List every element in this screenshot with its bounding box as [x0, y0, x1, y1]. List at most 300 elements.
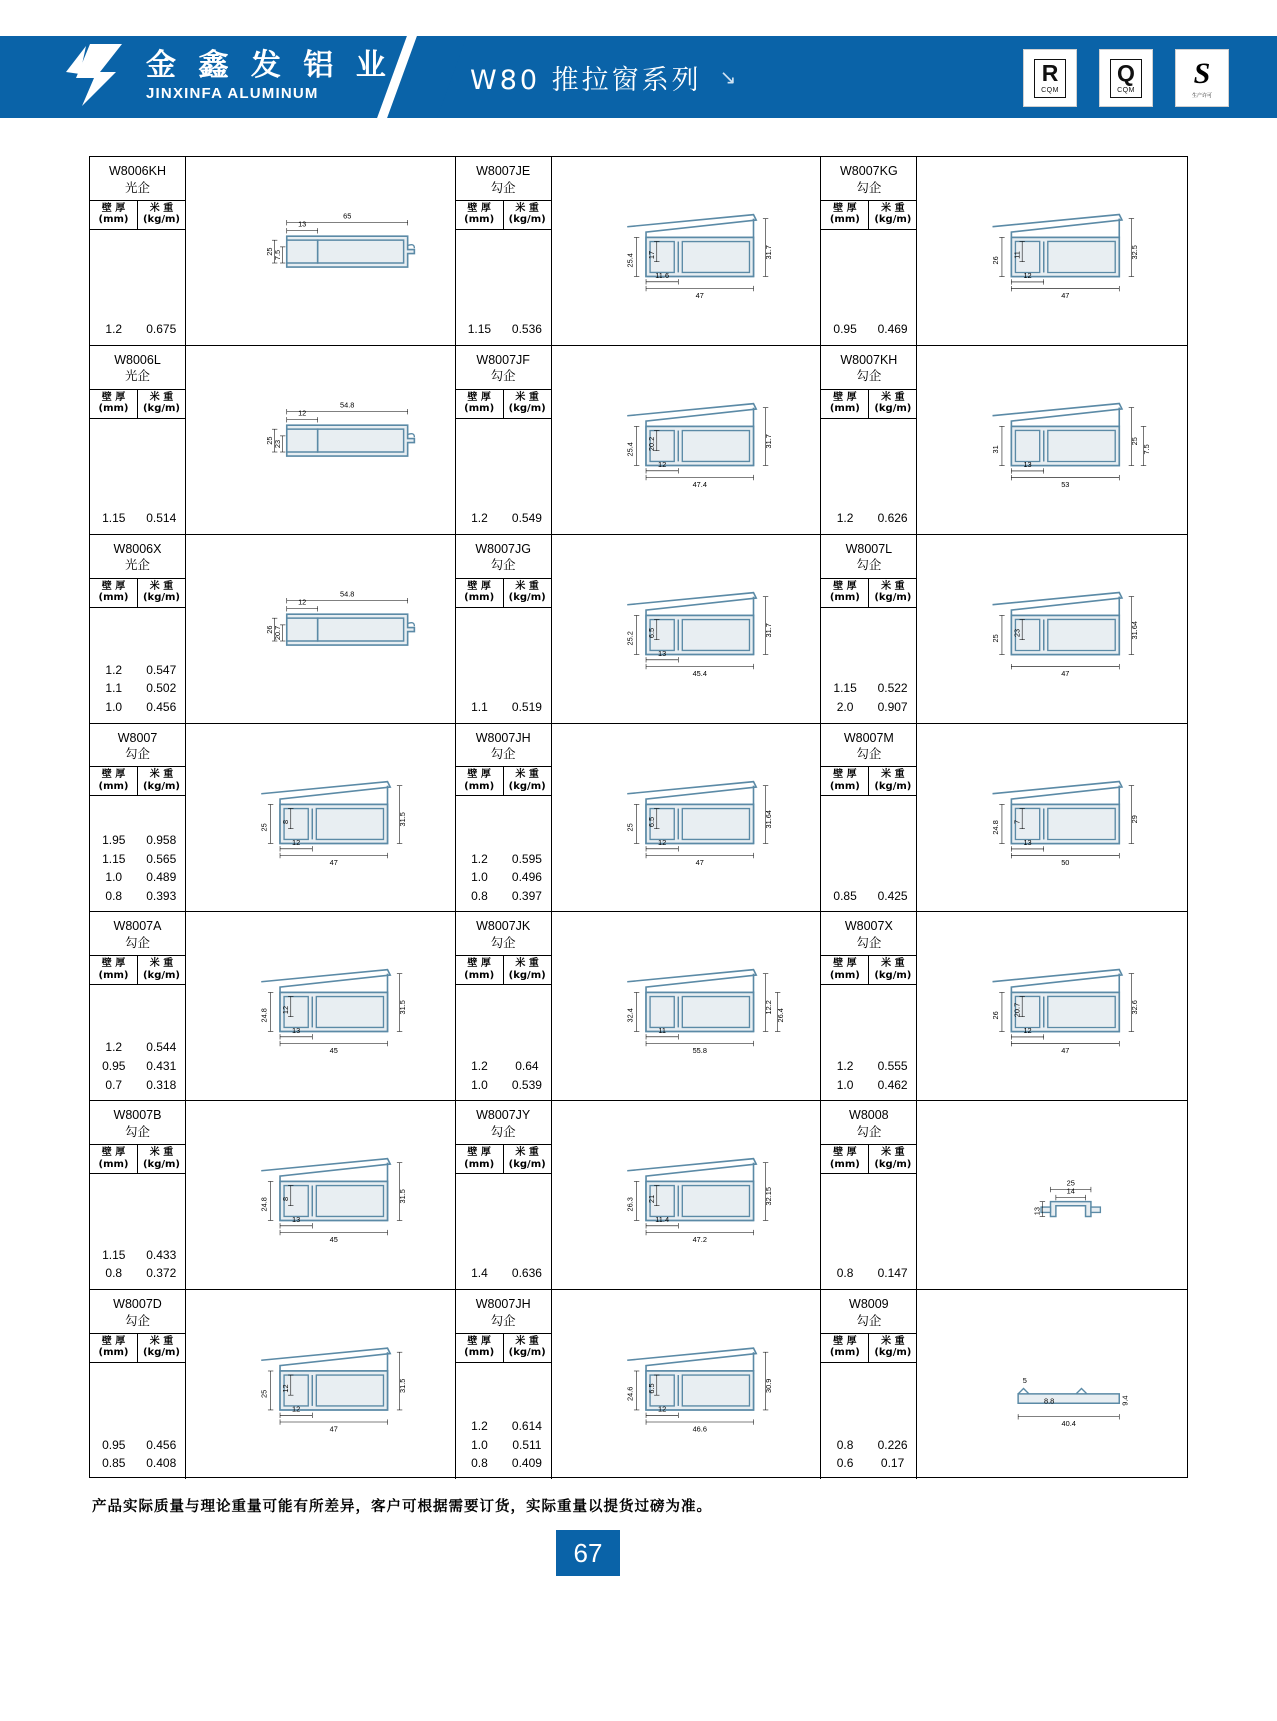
spec-table-header: [456, 766, 551, 796]
cert-s-license-icon: [1175, 49, 1229, 107]
svg-text:20.7: 20.7: [1012, 1003, 1022, 1018]
spec-value-row: [456, 1076, 551, 1095]
column-header-thickness: 壁 厚 (mm): [821, 579, 869, 607]
column-header-thickness: 壁 厚 (mm): [90, 579, 138, 607]
spec-block: [90, 912, 186, 1100]
spec-block: [90, 724, 186, 912]
profile-type-name: 勾企: [856, 368, 882, 384]
spec-value-row: [821, 1454, 916, 1473]
spec-values: [821, 1363, 916, 1479]
profile-cell: [90, 724, 456, 912]
spec-values: [90, 1363, 185, 1479]
spec-block: [821, 912, 917, 1100]
profile-type-name: 光企: [124, 368, 150, 384]
spec-values: [456, 1174, 551, 1289]
svg-text:47: 47: [1061, 668, 1070, 678]
wall-thickness-value: 1.0: [105, 870, 123, 885]
wall-thickness-value: 1.0: [105, 699, 123, 714]
wall-thickness-value: 0.8: [471, 1456, 488, 1471]
profile-cross-section-drawing: [186, 1101, 455, 1289]
column-header-thickness: 壁 厚 (mm): [90, 201, 138, 229]
column-header-thickness: 壁 厚 (mm): [821, 1145, 869, 1173]
spec-value-row: [90, 850, 185, 869]
column-header-weight: 米 重 (kg/m): [874, 769, 912, 792]
svg-text:12.2: 12.2: [763, 1000, 773, 1015]
weight-per-meter-value: 0.502: [146, 681, 177, 696]
spec-table-header: [821, 1144, 916, 1174]
svg-text:23: 23: [273, 439, 283, 448]
profile-type-name: 勾企: [124, 1312, 150, 1328]
spec-table-header: [90, 1144, 185, 1174]
cert-cqm-q-icon: [1099, 49, 1153, 107]
column-header-weight: 米 重 (kg/m): [142, 580, 181, 604]
table-row: [90, 157, 1187, 346]
column-header-thickness: 壁 厚 (mm): [456, 201, 504, 229]
column-header-thickness: 壁 厚 (mm): [821, 201, 869, 229]
spec-block: [90, 1101, 186, 1289]
wall-thickness-value: 0.8: [836, 1266, 854, 1281]
wall-thickness-value: 1.0: [471, 1437, 488, 1452]
profile-type-name: 勾企: [856, 746, 882, 762]
svg-text:11.6: 11.6: [654, 270, 669, 280]
brand-logo: [60, 42, 392, 108]
profile-code: W8007JF: [476, 352, 530, 367]
column-header-weight: 米 重 (kg/m): [142, 958, 181, 981]
svg-text:31.5: 31.5: [397, 811, 407, 826]
weight-per-meter-value: 0.958: [146, 833, 177, 847]
svg-text:47.4: 47.4: [692, 479, 707, 489]
spec-value-row: [90, 509, 185, 528]
footer-note: 产品实际质量与理论重量可能有所差异，客户可根据需要订货，实际重量以提货过磅为准。: [92, 1499, 712, 1515]
wall-thickness-value: 0.95: [102, 1437, 126, 1452]
svg-text:17: 17: [646, 250, 656, 260]
wall-thickness-value: 1.15: [102, 511, 126, 526]
profile-cell: [456, 157, 822, 345]
column-header-thickness: 壁 厚 (mm): [90, 767, 138, 795]
spec-value-row: [90, 1057, 185, 1076]
logo-english-name: JINXINFA ALUMINUM: [146, 84, 319, 102]
wall-thickness-value: 0.85: [102, 1456, 126, 1471]
weight-per-meter-value: 0.626: [877, 511, 908, 526]
column-header-weight: 米 重 (kg/m): [508, 202, 546, 226]
profile-code: W8007KG: [840, 164, 898, 178]
logo-chinese-name: 金 鑫 发 铝 业: [146, 47, 392, 83]
weight-per-meter-value: 0.675: [146, 322, 177, 337]
svg-text:47: 47: [1061, 291, 1070, 301]
svg-text:47: 47: [695, 290, 704, 300]
svg-text:26.4: 26.4: [775, 1008, 785, 1023]
profile-cell: [456, 912, 822, 1100]
profile-code: W8006L: [114, 352, 161, 367]
column-header-weight: 米 重 (kg/m): [874, 202, 912, 226]
svg-text:21: 21: [646, 1195, 656, 1204]
spec-table-header: [90, 1333, 185, 1363]
svg-text:13: 13: [1033, 1207, 1043, 1216]
spec-block: [821, 1101, 917, 1289]
spec-values: [456, 608, 551, 723]
svg-text:12: 12: [657, 837, 666, 847]
profile-type-name: 勾企: [124, 1123, 150, 1139]
svg-text:12: 12: [281, 1006, 291, 1015]
page-title-text: W80 推拉窗系列: [470, 64, 702, 96]
cert-q-letter: Q: [1117, 59, 1135, 86]
wall-thickness-value: 2.0: [836, 699, 854, 714]
profile-type-name: 勾企: [856, 1312, 882, 1328]
wall-thickness-value: 0.8: [471, 888, 488, 903]
wall-thickness-value: 1.15: [102, 1247, 126, 1262]
svg-text:9.4: 9.4: [1120, 1395, 1130, 1406]
profile-cross-section-drawing: [552, 1290, 821, 1479]
svg-text:40.4: 40.4: [1061, 1419, 1077, 1429]
wall-thickness-value: 1.15: [467, 322, 492, 337]
weight-per-meter-value: 0.519: [511, 699, 542, 714]
spec-value-row: [456, 1264, 551, 1283]
profile-code: W8007: [117, 730, 158, 745]
column-header-thickness: 壁 厚 (mm): [456, 1145, 504, 1173]
svg-text:24.8: 24.8: [259, 1197, 269, 1212]
spec-block: [456, 346, 552, 534]
wall-thickness-value: 1.1: [105, 681, 123, 696]
weight-per-meter-value: 0.226: [877, 1437, 908, 1452]
profile-cross-section-drawing: [552, 724, 821, 912]
profile-type-name: 勾企: [124, 746, 150, 762]
profile-cell: [456, 1101, 822, 1289]
spec-table-header: [456, 955, 551, 985]
spec-values: [456, 419, 551, 534]
svg-text:31.64: 31.64: [763, 809, 773, 829]
spec-table-header: [456, 200, 551, 230]
profile-cell: [456, 535, 822, 723]
certification-badges: [1023, 49, 1229, 107]
svg-text:8: 8: [281, 1197, 291, 1202]
spec-value-row: [456, 868, 551, 887]
spec-block: [90, 535, 186, 723]
spec-value-row: [90, 1454, 185, 1473]
spec-table-header: [90, 955, 185, 985]
spec-table-header: [821, 766, 916, 796]
profile-code: W8007JY: [476, 1108, 531, 1123]
profile-cross-section-drawing: [917, 1101, 1187, 1289]
weight-per-meter-value: 0.433: [146, 1247, 177, 1262]
svg-text:29: 29: [1130, 814, 1140, 823]
spec-values: [90, 608, 185, 723]
svg-text:12: 12: [281, 1384, 291, 1393]
svg-text:25.2: 25.2: [625, 630, 635, 646]
svg-text:45.4: 45.4: [692, 668, 707, 678]
svg-text:7.5: 7.5: [273, 249, 283, 261]
svg-text:13: 13: [1023, 459, 1033, 469]
column-header-thickness: 壁 厚 (mm): [821, 390, 869, 418]
spec-values: [456, 796, 551, 911]
spec-value-row: [821, 509, 916, 528]
profile-cross-section-drawing: [186, 157, 455, 345]
svg-text:12: 12: [1023, 1026, 1033, 1036]
spec-value-row: [821, 1057, 916, 1076]
wall-thickness-value: 0.6: [836, 1456, 854, 1471]
spec-block: [90, 1290, 186, 1479]
spec-values: [90, 419, 185, 534]
profile-cross-section-drawing: [917, 1290, 1187, 1479]
weight-per-meter-value: 0.544: [146, 1040, 177, 1055]
weight-per-meter-value: 0.456: [146, 699, 177, 714]
table-row: [90, 535, 1187, 724]
weight-per-meter-value: 0.409: [511, 1456, 542, 1471]
spec-table-header: [821, 955, 916, 985]
spec-value-row: [90, 698, 185, 717]
spec-table-header: [821, 1333, 916, 1363]
svg-text:12: 12: [657, 459, 666, 469]
profile-type-name: 勾企: [856, 179, 882, 195]
profile-type-name: 勾企: [490, 1312, 516, 1328]
cert-r-letter: R: [1041, 59, 1059, 86]
wall-thickness-value: 1.15: [833, 681, 857, 696]
wall-thickness-value: 1.1: [471, 699, 488, 714]
spec-table-header: [456, 389, 551, 419]
wall-thickness-value: 1.0: [836, 1077, 854, 1092]
spec-value-row: [821, 698, 916, 717]
weight-per-meter-value: 0.496: [511, 870, 542, 885]
page-number: 67: [556, 1530, 620, 1576]
cert-cqm-r-icon: [1023, 49, 1077, 107]
svg-text:24.6: 24.6: [625, 1386, 635, 1402]
spec-value-row: [90, 1246, 185, 1265]
column-header-thickness: 壁 厚 (mm): [90, 1334, 138, 1362]
svg-text:13: 13: [292, 1026, 301, 1036]
svg-text:12: 12: [292, 1404, 301, 1414]
svg-text:47: 47: [329, 1424, 338, 1434]
svg-text:12: 12: [298, 408, 307, 418]
svg-text:7.5: 7.5: [1142, 444, 1152, 455]
svg-text:7: 7: [1012, 819, 1022, 824]
wall-thickness-value: 0.8: [105, 888, 123, 903]
spec-value-row: [821, 887, 916, 906]
profile-type-name: 勾企: [490, 179, 516, 195]
profile-cross-section-drawing: [186, 1290, 455, 1479]
svg-text:31.7: 31.7: [763, 245, 773, 260]
profile-cross-section-drawing: [917, 912, 1187, 1100]
svg-text:50: 50: [1061, 857, 1070, 867]
column-header-thickness: 壁 厚 (mm): [456, 956, 504, 984]
wall-thickness-value: 1.2: [836, 511, 854, 526]
svg-text:47.2: 47.2: [692, 1235, 707, 1245]
wall-thickness-value: 1.2: [105, 662, 123, 677]
weight-per-meter-value: 0.522: [877, 681, 908, 696]
spec-block: [821, 157, 917, 345]
column-header-weight: 米 重 (kg/m): [874, 958, 912, 981]
weight-per-meter-value: 0.536: [511, 322, 542, 337]
spec-value-row: [456, 850, 551, 869]
profile-cross-section-drawing: [917, 157, 1187, 345]
svg-text:11: 11: [657, 1026, 666, 1036]
profile-code: W8007X: [844, 919, 893, 934]
profile-code: W8006KH: [109, 164, 166, 178]
profile-cross-section-drawing: [186, 346, 455, 534]
svg-text:24.8: 24.8: [991, 819, 1001, 835]
column-header-weight: 米 重 (kg/m): [508, 1335, 546, 1359]
svg-text:13: 13: [298, 219, 307, 229]
wall-thickness-value: 0.7: [105, 1077, 123, 1092]
svg-text:14: 14: [1066, 1186, 1076, 1196]
spec-block: [821, 724, 917, 912]
svg-text:31.5: 31.5: [397, 1189, 407, 1204]
wall-thickness-value: 1.2: [471, 511, 488, 526]
spec-values: [90, 796, 185, 911]
profile-type-name: 勾企: [856, 1123, 882, 1139]
profile-type-name: 勾企: [856, 557, 882, 573]
profile-type-name: 光企: [124, 557, 150, 573]
profile-cell: [821, 1290, 1187, 1479]
spec-value-row: [90, 661, 185, 680]
svg-text:47: 47: [1061, 1046, 1070, 1056]
spec-block: [821, 1290, 917, 1479]
cert-s-letter: S: [1193, 57, 1211, 90]
svg-text:25: 25: [1066, 1178, 1076, 1188]
profile-code: W8007B: [113, 1108, 162, 1123]
svg-text:13: 13: [1023, 837, 1033, 847]
profile-type-name: 勾企: [490, 368, 516, 384]
svg-text:24.8: 24.8: [259, 1008, 269, 1023]
spec-table-header: [456, 1144, 551, 1174]
spec-values: [821, 419, 916, 534]
wall-thickness-value: 1.0: [471, 870, 488, 885]
wall-thickness-value: 1.2: [471, 1419, 488, 1434]
wall-thickness-value: 1.2: [836, 1059, 854, 1074]
profile-cell: [821, 346, 1187, 534]
table-row: [90, 912, 1187, 1101]
svg-text:32.5: 32.5: [1130, 245, 1140, 260]
spec-values: [456, 230, 551, 345]
weight-per-meter-value: 0.318: [146, 1077, 177, 1092]
profile-cross-section-drawing: [552, 157, 821, 345]
column-header-thickness: 壁 厚 (mm): [821, 767, 869, 795]
spec-table-header: [90, 200, 185, 230]
weight-per-meter-value: 0.636: [511, 1266, 542, 1281]
svg-text:13: 13: [292, 1215, 301, 1225]
weight-per-meter-value: 0.64: [515, 1059, 539, 1074]
svg-text:46.6: 46.6: [692, 1424, 707, 1434]
profile-cell: [90, 1290, 456, 1479]
spec-values: [90, 985, 185, 1100]
svg-text:65: 65: [343, 211, 352, 221]
spec-value-row: [90, 320, 185, 339]
spec-value-row: [456, 1454, 551, 1473]
spec-value-row: [456, 887, 551, 906]
wall-thickness-value: 0.95: [833, 322, 857, 337]
spec-value-row: [90, 679, 185, 698]
weight-per-meter-value: 0.456: [146, 1437, 177, 1452]
column-header-weight: 米 重 (kg/m): [142, 1147, 181, 1170]
svg-text:25: 25: [264, 436, 274, 445]
profile-cell: [456, 1290, 822, 1479]
column-header-weight: 米 重 (kg/m): [508, 1147, 546, 1170]
spec-values: [456, 985, 551, 1100]
svg-text:53: 53: [1061, 479, 1070, 489]
svg-text:31: 31: [991, 445, 1001, 454]
weight-per-meter-value: 0.147: [877, 1266, 908, 1281]
spec-value-row: [821, 320, 916, 339]
spec-values: [821, 796, 916, 911]
wall-thickness-value: 1.0: [471, 1077, 488, 1092]
weight-per-meter-value: 0.425: [877, 888, 908, 903]
column-header-weight: 米 重 (kg/m): [508, 391, 546, 415]
weight-per-meter-value: 0.511: [512, 1437, 542, 1452]
cert-s-sub: 生产许可: [1191, 93, 1212, 99]
weight-per-meter-value: 0.907: [877, 699, 908, 714]
svg-text:55.8: 55.8: [692, 1046, 707, 1056]
profile-type-name: 勾企: [856, 935, 882, 950]
svg-text:31.5: 31.5: [397, 1000, 407, 1015]
column-header-weight: 米 重 (kg/m): [508, 580, 546, 604]
weight-per-meter-value: 0.595: [511, 851, 542, 866]
svg-text:26: 26: [264, 625, 274, 634]
svg-text:6.5: 6.5: [646, 627, 656, 638]
profile-cross-section-drawing: [552, 346, 821, 534]
profile-cross-section-drawing: [917, 724, 1187, 912]
profile-code: W8007D: [113, 1297, 162, 1312]
spec-table-header: [456, 578, 551, 608]
profile-code: W8006X: [113, 541, 162, 556]
spec-table-header: [90, 389, 185, 419]
arrow-down-right-icon: ↘: [719, 65, 740, 89]
profile-code: W8007KH: [840, 352, 898, 367]
profile-type-name: 勾企: [490, 1123, 516, 1139]
profile-code: W8007L: [845, 541, 893, 556]
spec-table-header: [821, 389, 916, 419]
profile-code: W8007JH: [475, 1297, 531, 1312]
spec-values: [456, 1363, 551, 1479]
spec-value-row: [456, 698, 551, 717]
spec-value-row: [821, 1264, 916, 1283]
profile-code: W8008: [849, 1108, 889, 1123]
svg-text:8: 8: [281, 819, 291, 824]
page-bottom-margin: [0, 1600, 1277, 1721]
wall-thickness-value: 0.8: [105, 1266, 123, 1281]
weight-per-meter-value: 0.549: [511, 511, 542, 526]
weight-per-meter-value: 0.17: [880, 1456, 905, 1471]
profile-type-name: 勾企: [490, 935, 516, 950]
wall-thickness-value: 1.2: [471, 851, 488, 866]
weight-per-meter-value: 0.397: [511, 888, 542, 903]
svg-text:11: 11: [1012, 251, 1022, 259]
weight-per-meter-value: 0.547: [146, 662, 177, 677]
svg-text:25: 25: [259, 822, 269, 831]
spec-value-row: [90, 831, 185, 850]
profile-cross-section-drawing: [917, 535, 1187, 723]
page-top-margin: [0, 0, 1277, 36]
svg-text:12: 12: [657, 1404, 666, 1414]
column-header-thickness: 壁 厚 (mm): [90, 390, 138, 418]
weight-per-meter-value: 0.514: [146, 511, 177, 526]
wall-thickness-value: 1.95: [102, 833, 126, 847]
spec-block: [456, 1290, 552, 1479]
column-header-thickness: 壁 厚 (mm): [456, 1334, 504, 1362]
spec-value-row: [90, 868, 185, 887]
profile-code: W8007A: [113, 919, 162, 934]
spec-values: [821, 608, 916, 723]
svg-text:47: 47: [329, 857, 338, 867]
profile-type-name: 勾企: [490, 557, 516, 573]
column-header-thickness: 壁 厚 (mm): [456, 579, 504, 607]
column-header-weight: 米 重 (kg/m): [874, 580, 912, 604]
svg-text:32.6: 32.6: [1130, 1000, 1140, 1015]
cert-r-sub: CQM: [1041, 86, 1059, 94]
svg-text:12: 12: [298, 597, 307, 607]
svg-text:32.4: 32.4: [625, 1008, 635, 1023]
svg-text:32.15: 32.15: [763, 1187, 773, 1206]
column-header-thickness: 壁 厚 (mm): [90, 1145, 138, 1173]
column-header-weight: 米 重 (kg/m): [508, 958, 546, 981]
profile-cross-section-drawing: [917, 346, 1187, 534]
